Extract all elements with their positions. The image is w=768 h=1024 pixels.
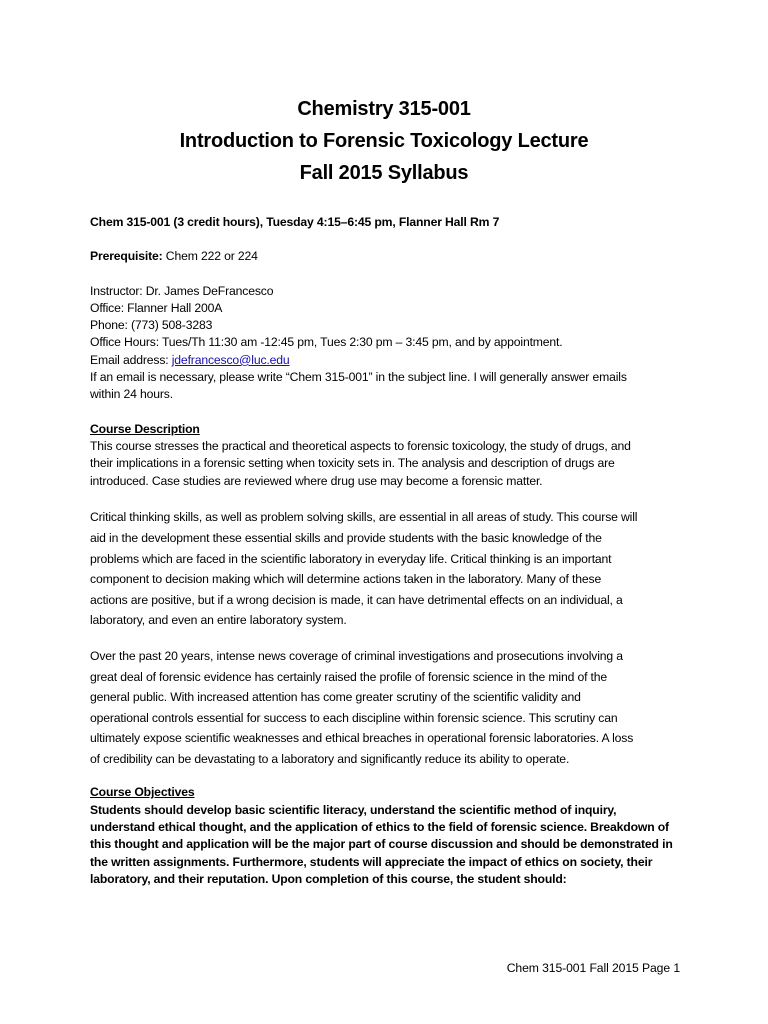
- description-paragraph-3: [90, 646, 680, 770]
- instructor-office-hours: Office Hours: Tues/Th 11:30 am -12:45 pm, Tues 2:30 pm – 3:45 pm, and by appointment.: [90, 335, 563, 350]
- term-title: Fall 2015 Syllabus: [299, 162, 469, 184]
- prerequisite-line: [90, 248, 680, 265]
- email-note-line-2: within 24 hours.: [90, 387, 173, 402]
- paragraph-line: the written assignments. Furthermore, students will appreciate the impact of ethics on society, their: [90, 854, 653, 869]
- syllabus-body: [90, 214, 680, 888]
- instructor-email-line: [90, 352, 680, 369]
- email-link[interactable]: jdefrancesco@luc.edu: [171, 352, 290, 367]
- paragraph-line: component to decision making which will determine actions taken in the laboratory. Many of these: [90, 572, 602, 587]
- paragraph-line: introduced. Case studies are reviewed where drug use may become a forensic matter.: [90, 473, 543, 488]
- email-note-line-1: If an email is necessary, please write “Chem 315-001” in the subject line. I will generally answer emails: [90, 370, 627, 385]
- title-block: [0, 93, 768, 189]
- course-info-line: Chem 315-001 (3 credit hours), Tuesday 4:15–6:45 pm, Flanner Hall Rm 7: [90, 215, 500, 229]
- paragraph-line: this thought and application will be the major part of course discussion and should be demonstrated in: [90, 837, 673, 852]
- course-description-heading: Course Description: [90, 421, 200, 436]
- instructor-phone: Phone: (773) 508-3283: [90, 318, 213, 333]
- paragraph-line: general public. With increased attention has come greater scrutiny of the scientific validity and: [90, 690, 581, 705]
- instructor-office: Office: Flanner Hall 200A: [90, 300, 223, 315]
- paragraph-line: actions are positive, but if a wrong decision is made, it can have detrimental effects on an individual, a: [90, 592, 623, 607]
- prerequisite-value: Chem 222 or 224: [162, 249, 258, 264]
- paragraph-line: laboratory, and their reputation. Upon completion of this course, the student should:: [90, 871, 567, 886]
- paragraph-line: problems which are faced in the scientific laboratory in everyday life. Critical thinking is an important: [90, 551, 612, 566]
- course-subtitle: Introduction to Forensic Toxicology Lecture: [179, 130, 589, 152]
- paragraph-line: of credibility can be devastating to a laboratory and significantly reduce its ability to operate.: [90, 751, 570, 766]
- paragraph-line: laboratory, and even an entire laboratory system.: [90, 613, 347, 628]
- email-label: Email address:: [90, 352, 172, 367]
- prerequisite-label: Prerequisite:: [90, 249, 163, 264]
- course-objectives-heading: Course Objectives: [90, 785, 195, 800]
- paragraph-line: great deal of forensic evidence has certainly raised the profile of forensic science in the mind of the: [90, 669, 608, 684]
- page-footer: Chem 315-001 Fall 2015 Page 1: [506, 961, 680, 975]
- paragraph-line: ultimately expose scientific weaknesses and ethical breaches in operational forensic laboratories. A loss: [90, 731, 634, 746]
- paragraph-line: understand ethical thought, and the application of ethics to the field of forensic science. Breakdown of: [90, 820, 669, 835]
- description-paragraph-1: [90, 438, 680, 490]
- paragraph-line: Students should develop basic scientific literacy, understand the scientific method of inquiry,: [90, 802, 617, 817]
- instructor-name: Instructor: Dr. James DeFrancesco: [90, 283, 274, 298]
- paragraph-line: Over the past 20 years, intense news coverage of criminal investigations and prosecutions involving a: [90, 648, 623, 663]
- description-paragraph-2: [90, 507, 680, 631]
- objectives-paragraph-1: [90, 802, 680, 888]
- course-title: Chemistry 315-001: [297, 98, 471, 120]
- paragraph-line: their implications in a forensic setting when toxicity sets in. The analysis and description of drugs are: [90, 456, 615, 471]
- paragraph-line: Critical thinking skills, as well as problem solving skills, are essential in all areas of study. This course will: [90, 510, 638, 525]
- paragraph-line: This course stresses the practical and theoretical aspects to forensic toxicology, the study of drugs, and: [90, 438, 631, 453]
- paragraph-line: aid in the development these essential skills and provide students with the basic knowledge of the: [90, 530, 602, 545]
- paragraph-line: operational controls essential for success to each discipline within forensic science. This scrutiny can: [90, 710, 618, 725]
